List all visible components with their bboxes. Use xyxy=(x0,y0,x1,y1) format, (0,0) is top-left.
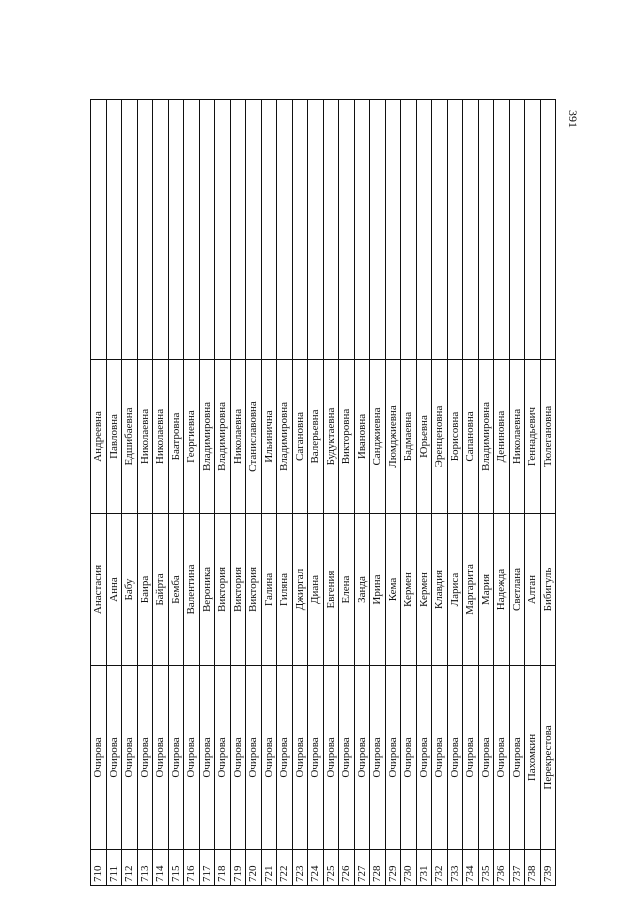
empty-cell xyxy=(200,99,216,359)
row-number-cell: 710 xyxy=(91,849,107,885)
given-name-cell: Виктория xyxy=(215,513,231,665)
given-name-cell: Алтан xyxy=(525,513,541,665)
patronymic-cell: Сапановна xyxy=(463,359,479,513)
patronymic-cell: Бадмаевна xyxy=(401,359,417,513)
given-name-cell: Мария xyxy=(479,513,495,665)
empty-cell xyxy=(324,99,340,359)
table-row xyxy=(308,99,324,885)
table-row xyxy=(169,99,185,885)
row-number-cell: 726 xyxy=(339,849,355,885)
surname-cell: Очирова xyxy=(215,665,231,849)
row-number-cell: 724 xyxy=(308,849,324,885)
given-name-cell: Виктория xyxy=(246,513,262,665)
empty-cell xyxy=(432,99,448,359)
surname-cell: Очирова xyxy=(510,665,526,849)
empty-cell xyxy=(401,99,417,359)
surname-cell: Очирова xyxy=(370,665,386,849)
empty-cell xyxy=(541,99,557,359)
patronymic-cell: Будуктаевна xyxy=(324,359,340,513)
row-number-cell: 718 xyxy=(215,849,231,885)
empty-cell xyxy=(277,99,293,359)
surname-cell: Очирова xyxy=(91,665,107,849)
row-number-cell: 736 xyxy=(494,849,510,885)
row-number-cell: 728 xyxy=(370,849,386,885)
surname-cell: Очирова xyxy=(262,665,278,849)
given-name-cell: Диана xyxy=(308,513,324,665)
patronymic-cell: Викторовна xyxy=(339,359,355,513)
given-name-cell: Кермен xyxy=(417,513,433,665)
empty-cell xyxy=(494,99,510,359)
given-name-cell: Баира xyxy=(138,513,154,665)
table-row xyxy=(231,99,247,885)
given-name-cell: Лариса xyxy=(448,513,464,665)
patronymic-cell: Ивановна xyxy=(355,359,371,513)
empty-cell xyxy=(215,99,231,359)
empty-cell xyxy=(448,99,464,359)
row-number-cell: 737 xyxy=(510,849,526,885)
table-row xyxy=(479,99,495,885)
page-number: 391 xyxy=(566,110,580,128)
row-number-cell: 739 xyxy=(541,849,557,885)
patronymic-cell: Андреевна xyxy=(91,359,107,513)
surname-cell: Очирова xyxy=(293,665,309,849)
given-name-cell: Светлана xyxy=(510,513,526,665)
table-row xyxy=(138,99,154,885)
table-row xyxy=(262,99,278,885)
row-number-cell: 727 xyxy=(355,849,371,885)
table-row xyxy=(91,99,107,885)
empty-cell xyxy=(417,99,433,359)
row-number-cell: 723 xyxy=(293,849,309,885)
empty-cell xyxy=(479,99,495,359)
table-row xyxy=(370,99,386,885)
given-name-cell: Надежда xyxy=(494,513,510,665)
table-row xyxy=(541,99,557,885)
empty-cell xyxy=(308,99,324,359)
given-name-cell: Галина xyxy=(262,513,278,665)
surname-cell: Очирова xyxy=(494,665,510,849)
surname-cell: Очирова xyxy=(184,665,200,849)
surname-cell: Очирова xyxy=(138,665,154,849)
row-number-cell: 711 xyxy=(107,849,123,885)
table-row xyxy=(355,99,371,885)
surname-cell: Очирова xyxy=(401,665,417,849)
patronymic-cell: Николаевна xyxy=(510,359,526,513)
given-name-cell: Ирина xyxy=(370,513,386,665)
surname-cell: Очирова xyxy=(463,665,479,849)
empty-cell xyxy=(510,99,526,359)
patronymic-cell: Николаевна xyxy=(138,359,154,513)
empty-cell xyxy=(339,99,355,359)
empty-cell xyxy=(386,99,402,359)
row-number-cell: 712 xyxy=(122,849,138,885)
row-number-cell: 722 xyxy=(277,849,293,885)
row-number-cell: 725 xyxy=(324,849,340,885)
patronymic-cell: Геннадьевич xyxy=(525,359,541,513)
patronymic-cell: Дениновна xyxy=(494,359,510,513)
name-table xyxy=(90,99,556,886)
table-row xyxy=(246,99,262,885)
patronymic-cell: Владимировна xyxy=(277,359,293,513)
surname-cell: Очирова xyxy=(479,665,495,849)
patronymic-cell: Владимировна xyxy=(215,359,231,513)
table-row xyxy=(153,99,169,885)
table-row xyxy=(200,99,216,885)
surname-cell: Очирова xyxy=(169,665,185,849)
patronymic-cell: Станиславовна xyxy=(246,359,262,513)
patronymic-cell: Баатровна xyxy=(169,359,185,513)
empty-cell xyxy=(370,99,386,359)
surname-cell: Очирова xyxy=(277,665,293,849)
patronymic-cell: Эренценовна xyxy=(432,359,448,513)
empty-cell xyxy=(153,99,169,359)
given-name-cell: Бемба xyxy=(169,513,185,665)
surname-cell: Очирова xyxy=(324,665,340,849)
table-row xyxy=(386,99,402,885)
given-name-cell: Елена xyxy=(339,513,355,665)
row-number-cell: 713 xyxy=(138,849,154,885)
patronymic-cell: Ильинична xyxy=(262,359,278,513)
table-row xyxy=(448,99,464,885)
row-number-cell: 714 xyxy=(153,849,169,885)
patronymic-cell: Санджиевна xyxy=(370,359,386,513)
patronymic-cell: Юрьевна xyxy=(417,359,433,513)
empty-cell xyxy=(231,99,247,359)
patronymic-cell: Владимировна xyxy=(200,359,216,513)
surname-cell: Очирова xyxy=(122,665,138,849)
given-name-cell: Виктория xyxy=(231,513,247,665)
patronymic-cell: Павловна xyxy=(107,359,123,513)
surname-cell: Очирова xyxy=(339,665,355,849)
given-name-cell: Кермен xyxy=(401,513,417,665)
surname-cell: Пахомкин xyxy=(525,665,541,849)
patronymic-cell: Николаевна xyxy=(153,359,169,513)
surname-cell: Очирова xyxy=(448,665,464,849)
empty-cell xyxy=(293,99,309,359)
table-row xyxy=(324,99,340,885)
patronymic-cell: Валерьевна xyxy=(308,359,324,513)
table-row xyxy=(510,99,526,885)
surname-cell: Очирова xyxy=(246,665,262,849)
given-name-cell: Бабу xyxy=(122,513,138,665)
row-number-cell: 732 xyxy=(432,849,448,885)
table-container xyxy=(90,100,555,886)
table-row xyxy=(277,99,293,885)
row-number-cell: 733 xyxy=(448,849,464,885)
given-name-cell: Анна xyxy=(107,513,123,665)
empty-cell xyxy=(138,99,154,359)
table-row xyxy=(401,99,417,885)
row-number-cell: 721 xyxy=(262,849,278,885)
row-number-cell: 720 xyxy=(246,849,262,885)
table-row xyxy=(184,99,200,885)
patronymic-cell: Георгиевна xyxy=(184,359,200,513)
table-row xyxy=(122,99,138,885)
given-name-cell: Кема xyxy=(386,513,402,665)
row-number-cell: 731 xyxy=(417,849,433,885)
surname-cell: Очирова xyxy=(107,665,123,849)
given-name-cell: Гиляна xyxy=(277,513,293,665)
surname-cell: Очирова xyxy=(417,665,433,849)
table-row xyxy=(417,99,433,885)
patronymic-cell: Сагановна xyxy=(293,359,309,513)
given-name-cell: Джиргал xyxy=(293,513,309,665)
table-row xyxy=(494,99,510,885)
table-row xyxy=(339,99,355,885)
given-name-cell: Валентина xyxy=(184,513,200,665)
empty-cell xyxy=(355,99,371,359)
given-name-cell: Бибигуль xyxy=(541,513,557,665)
surname-cell: Очирова xyxy=(355,665,371,849)
table-row xyxy=(432,99,448,885)
surname-cell: Очирова xyxy=(200,665,216,849)
patronymic-cell: Едшибаевна xyxy=(122,359,138,513)
row-number-cell: 715 xyxy=(169,849,185,885)
given-name-cell: Анастасия xyxy=(91,513,107,665)
surname-cell: Очирова xyxy=(386,665,402,849)
table-row xyxy=(525,99,541,885)
surname-cell: Очирова xyxy=(308,665,324,849)
empty-cell xyxy=(463,99,479,359)
row-number-cell: 734 xyxy=(463,849,479,885)
row-number-cell: 730 xyxy=(401,849,417,885)
surname-cell: Очирова xyxy=(432,665,448,849)
empty-cell xyxy=(91,99,107,359)
empty-cell xyxy=(122,99,138,359)
table-row xyxy=(463,99,479,885)
row-number-cell: 729 xyxy=(386,849,402,885)
patronymic-cell: Борисовна xyxy=(448,359,464,513)
row-number-cell: 719 xyxy=(231,849,247,885)
patronymic-cell: Люмджиевна xyxy=(386,359,402,513)
row-number-cell: 717 xyxy=(200,849,216,885)
given-name-cell: Байрта xyxy=(153,513,169,665)
given-name-cell: Евгения xyxy=(324,513,340,665)
patronymic-cell: Тюлегановна xyxy=(541,359,557,513)
given-name-cell: Занда xyxy=(355,513,371,665)
empty-cell xyxy=(107,99,123,359)
empty-cell xyxy=(184,99,200,359)
empty-cell xyxy=(169,99,185,359)
table-row xyxy=(107,99,123,885)
empty-cell xyxy=(525,99,541,359)
given-name-cell: Клавдия xyxy=(432,513,448,665)
row-number-cell: 735 xyxy=(479,849,495,885)
surname-cell: Очирова xyxy=(231,665,247,849)
patronymic-cell: Николаевна xyxy=(231,359,247,513)
table-row xyxy=(293,99,309,885)
row-number-cell: 738 xyxy=(525,849,541,885)
empty-cell xyxy=(246,99,262,359)
surname-cell: Очирова xyxy=(153,665,169,849)
given-name-cell: Вероника xyxy=(200,513,216,665)
given-name-cell: Маргарита xyxy=(463,513,479,665)
row-number-cell: 716 xyxy=(184,849,200,885)
table-row xyxy=(215,99,231,885)
patronymic-cell: Владимировна xyxy=(479,359,495,513)
empty-cell xyxy=(262,99,278,359)
surname-cell: Перекрестова xyxy=(541,665,557,849)
